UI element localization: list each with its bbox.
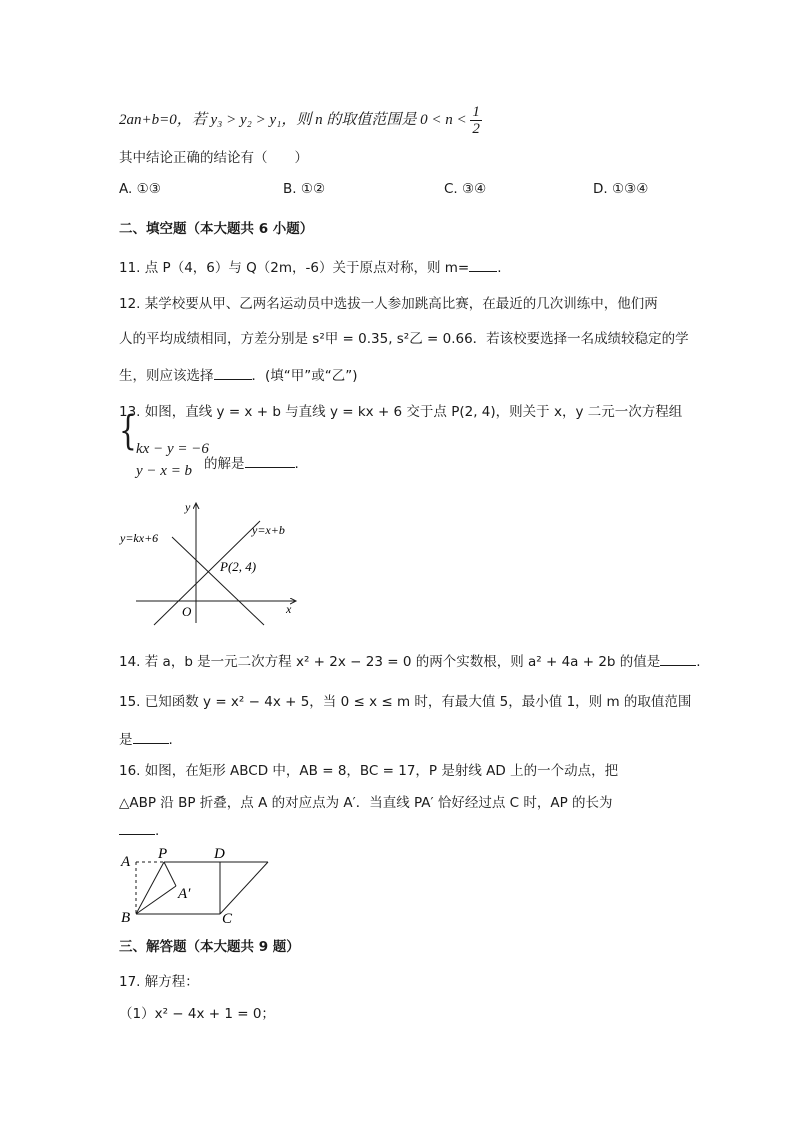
system-brace: { [119, 408, 137, 454]
equation-1: kx − y = −6 [136, 441, 209, 457]
section-heading-fill-in: 二、填空题（本大题共 6 小题） [119, 221, 314, 237]
question-16-line-2: △ABP 沿 BP 折叠，点 A 的对应点为 A′．当直线 PA′ 恰好经过点 C 时，AP 的长为 [119, 795, 613, 811]
answer-blank [133, 731, 169, 744]
answer-blank [214, 367, 252, 380]
option-d: D. ①③④ [593, 181, 649, 197]
question-17-part-1: （1）x² − 4x + 1 = 0； [119, 1006, 275, 1022]
graph-13 [118, 497, 318, 627]
figure-16 [118, 846, 278, 926]
question-12-line-2: 人的平均成绩相同，方差分别是 s²甲 = 0.35, s²乙 = 0.66．若该校要选择一名成绩较稳定的学 [119, 331, 689, 347]
label-point-p: P(2, 4) [220, 559, 257, 574]
segment-ba-prime [136, 886, 176, 914]
question-15-line-1: 15. 已知函数 y = x² − 4x + 5，当 0 ≤ x ≤ m 时，有最大值 5，最小值 1，则 m 的取值范围 [119, 694, 692, 710]
question-stem: 其中结论正确的结论有（ ） [119, 150, 308, 166]
question-12-line-1: 12. 某学校要从甲、乙两名运动员中选拔一人参加跳高比赛，在最近的几次训练中，他们两 [119, 296, 658, 312]
question-16-line-1: 16. 如图，在矩形 ABCD 中，AB = 8，BC = 17，P 是射线 AD 上的一个动点，把 [119, 763, 619, 779]
question-11: 11. 点 P（4，6）与 Q（2m，-6）关于原点对称，则 m= . [119, 260, 502, 276]
label-x-plus-b: y=x+b [252, 523, 285, 537]
label-c: C [222, 911, 233, 926]
question-15-line-2: 是 . [119, 732, 173, 748]
label-b: B [121, 910, 131, 926]
question-16-line-3: . [119, 822, 159, 839]
label-a-prime: A′ [178, 886, 191, 902]
equation-2: y − x = b [136, 463, 193, 479]
answer-blank [119, 822, 155, 835]
label-p: P [158, 846, 168, 862]
condition-text: 2an+b=0，若 y₃ > y₂ > y₁，则 n 的取值范围是 0 < n < [119, 111, 467, 128]
question-13-tail: 的解是 . [204, 456, 299, 472]
label-x: x [286, 602, 292, 616]
segment-pa-prime [164, 862, 176, 886]
label-d: D [214, 846, 225, 862]
section-heading-answers: 三、解答题（本大题共 9 题） [119, 939, 300, 955]
option-b: B. ①② [283, 181, 326, 197]
answer-blank [660, 653, 696, 666]
label-origin: O [182, 604, 192, 619]
question-14: 14. 若 a，b 是一元二次方程 x² + 2x − 23 = 0 的两个实数根，则 a² + 4a + 2b 的值是 . [119, 654, 701, 670]
question-17: 17. 解方程： [119, 974, 199, 990]
option-c: C. ③④ [444, 181, 487, 197]
answer-blank [245, 455, 295, 468]
label-y: y [185, 500, 191, 514]
segment-c-line [220, 862, 268, 914]
option-a: A. ①③ [119, 181, 161, 197]
condition-line [119, 104, 482, 137]
fraction-one-half: $\frac{1}{2}$ [472, 104, 480, 137]
segment-bp [136, 862, 164, 914]
label-kx-plus-6: y=kx+6 [120, 531, 159, 545]
question-12-line-3: 生，则应该选择 ．(填“甲”或“乙”) [119, 368, 358, 384]
question-13-line-1: 13. 如图，直线 y = x + b 与直线 y = kx + 6 交于点 P(2, 4)，则关于 x，y 二元一次方程组 [119, 404, 683, 420]
label-a: A [121, 854, 131, 870]
answer-blank [469, 259, 497, 272]
